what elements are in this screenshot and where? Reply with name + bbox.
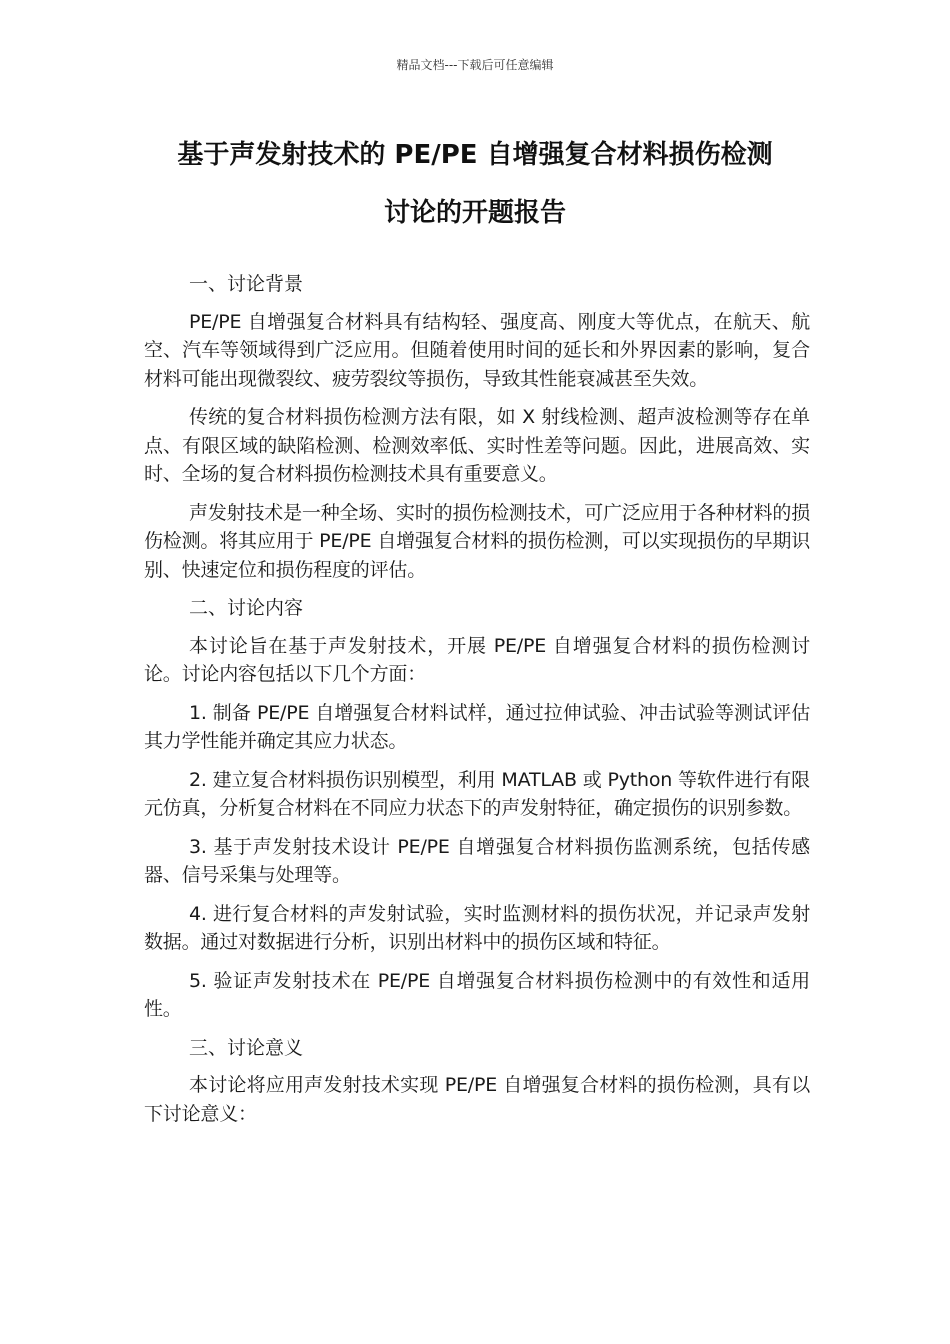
paragraph: 本讨论旨在基于声发射技术，开展 PE/PE 自增强复合材料的损伤检测讨论。讨论内容包括以下几个方面：	[144, 634, 810, 685]
section-heading-significance: 三、讨论意义	[189, 1036, 304, 1059]
list-item: 2. 建立复合材料损伤识别模型，利用 MATLAB 或 Python 等软件进行有限元仿真，分析复合材料在不同应力状态下的声发射特征，确定损伤的识别参数。	[144, 768, 810, 819]
paragraph: 声发射技术是一种全场、实时的损伤检测技术，可广泛应用于各种材料的损伤检测。将其应用于 PE/PE 自增强复合材料的损伤检测，可以实现损伤的早期识别、快速定位和损伤程度的评估。	[144, 501, 810, 581]
section-heading-content: 二、讨论内容	[189, 597, 304, 619]
list-item: 5. 验证声发射技术在 PE/PE 自增强复合材料损伤检测中的有效性和适用性。	[144, 969, 810, 1020]
list-item: 1. 制备 PE/PE 自增强复合材料试样，通过拉伸试验、冲击试验等测试评估其力学性能并确定其应力状态。	[144, 701, 810, 752]
list-item: 3. 基于声发射技术设计 PE/PE 自增强复合材料损伤监测系统，包括传感器、信号采集与处理等。	[144, 835, 810, 886]
paragraph: 传统的复合材料损伤检测方法有限，如 X 射线检测、超声波检测等存在单点、有限区域的缺陷检测、检测效率低、实时性差等问题。因此，进展高效、实时、全场的复合材料损伤检测技术具有重要意义。	[144, 406, 810, 485]
paragraph: 本讨论将应用声发射技术实现 PE/PE 自增强复合材料的损伤检测，具有以下讨论意义：	[144, 1074, 810, 1125]
document-title-line-1: 基于声发射技术的 PE/PE 自增强复合材料损伤检测	[177, 140, 773, 170]
section-heading-background: 一、讨论背景	[189, 273, 304, 295]
paragraph: PE/PE 自增强复合材料具有结构轻、强度高、刚度大等优点，在航天、航空、汽车等领域得到广泛应用。但随着使用时间的延长和外界因素的影响，复合材料可能出现微裂纹、疲劳裂纹等损伤，导致其性能衰减甚至失效。	[144, 310, 810, 390]
list-item: 4. 进行复合材料的声发射试验，实时监测材料的损伤状况，并记录声发射数据。通过对数据进行分析，识别出材料中的损伤区域和特征。	[144, 902, 810, 953]
document-title-line-2: 讨论的开题报告	[383, 198, 566, 228]
document-body	[144, 270, 810, 1138]
page-header: 精品文档---下载后可任意编辑	[396, 58, 554, 72]
